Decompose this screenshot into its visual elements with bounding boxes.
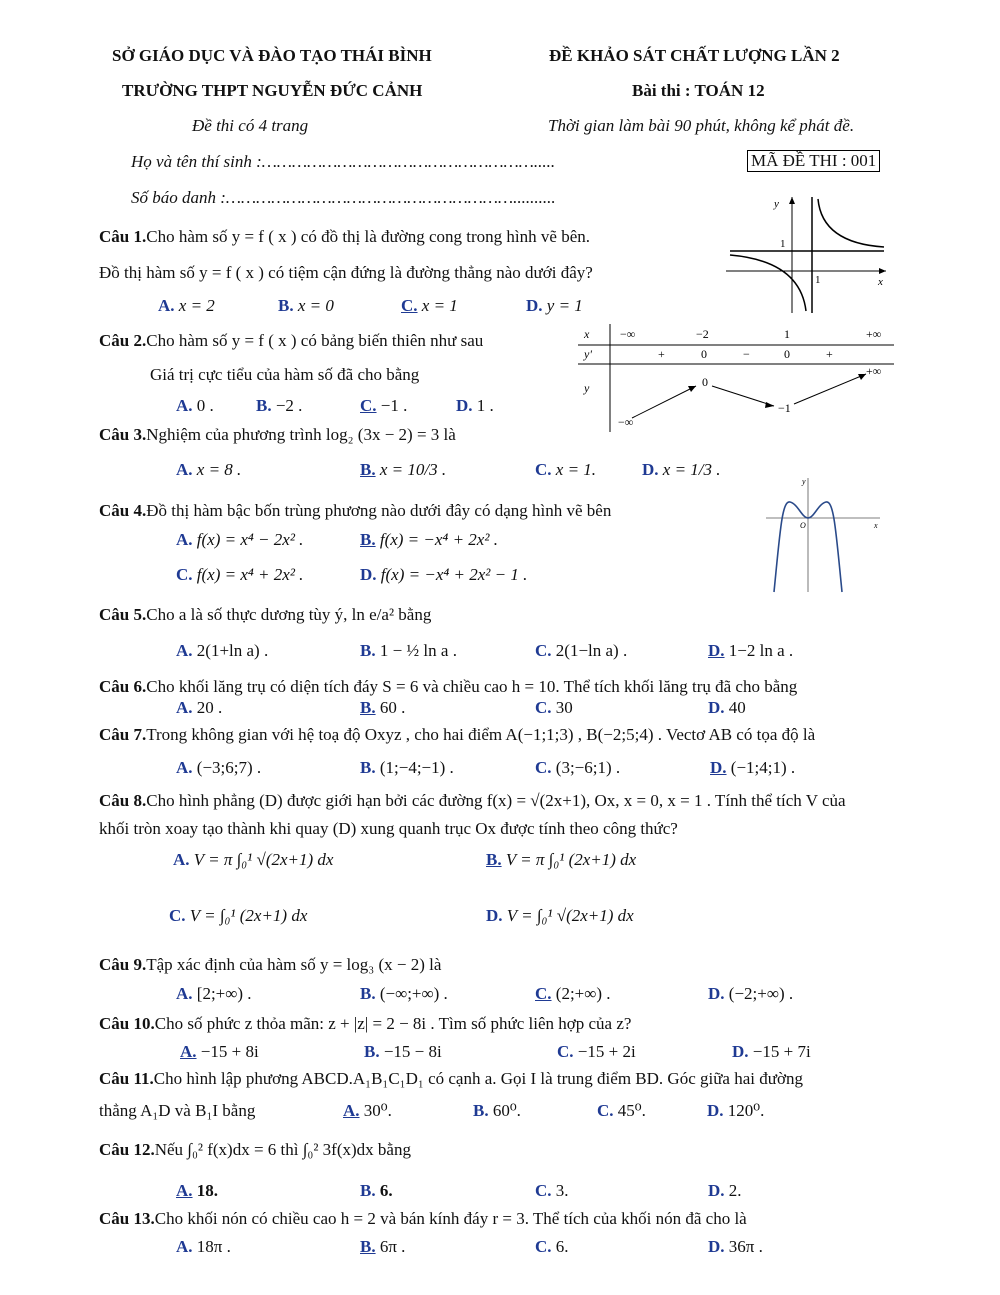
graph-x-label: x <box>878 276 883 288</box>
option-d[interactable]: D. y = 1 <box>526 296 583 315</box>
question-text-2: Giá trị cực tiểu của hàm số đã cho bằng <box>150 365 420 384</box>
question-text-2: Đồ thị hàm số y = f ( x ) có tiệm cận đứng là đường thẳng nào dưới đây? <box>99 263 593 282</box>
option-d[interactable]: D. (−2;+∞) . <box>708 984 794 1003</box>
option-a[interactable]: A. x = 8 . <box>176 460 242 479</box>
question-10: Câu 10.Cho số phức z thỏa mãn: z + |z| = 2 − 8i . Tìm số phức liên hợp của z? <box>99 1014 632 1033</box>
question-5: Câu 5.Cho a là số thực dương tùy ý, ln e/a² bằng <box>99 605 432 624</box>
option-d[interactable]: D. 2. <box>708 1181 742 1200</box>
question-1 <box>99 227 590 247</box>
option-d[interactable]: D. 1−2 ln a . <box>708 641 794 660</box>
option-a[interactable]: A. (−3;6;7) . <box>176 758 262 777</box>
svg-text:O: O <box>800 521 806 530</box>
option-c[interactable]: C. 6. <box>535 1237 569 1256</box>
option-d[interactable]: D. V = ∫₀¹ √(2x+1) dx <box>486 906 634 925</box>
svg-text:y: y <box>584 381 590 395</box>
question-6: Câu 6.Cho khối lăng trụ có diện tích đáy S = 6 và chiều cao h = 10. Thể tích khối lăng trụ đã cho bằng <box>99 677 798 696</box>
pages-note: Đề thi có 4 trang <box>192 116 309 135</box>
name-line: Họ và tên thí sinh :………………………………………………..... <box>131 152 556 171</box>
option-b[interactable]: B. V = π ∫₀¹ (2x+1) dx <box>486 850 637 869</box>
svg-text:0: 0 <box>701 347 707 361</box>
option-a[interactable]: A. [2;+∞) . <box>176 984 252 1003</box>
option-b[interactable]: B. f(x) = −x⁴ + 2x² . <box>360 530 498 549</box>
option-d[interactable]: D. f(x) = −x⁴ + 2x² − 1 . <box>360 565 528 584</box>
question-3: Câu 3.Nghiệm của phương trình log₂ (3x − 2) = 3 là <box>99 425 456 444</box>
svg-text:x: x <box>874 521 878 530</box>
option-d[interactable]: D. 120⁰. <box>707 1101 765 1120</box>
subject: Bài thi : TOÁN 12 <box>632 81 765 100</box>
option-b[interactable]: B. 6π . <box>360 1237 406 1256</box>
svg-text:y: y <box>802 477 806 486</box>
option-d[interactable]: D. −15 + 7i <box>732 1042 811 1061</box>
option-a[interactable]: A. −15 + 8i <box>180 1042 259 1061</box>
option-c[interactable]: C. x = 1. <box>535 460 597 479</box>
option-b[interactable]: B. 1 − ½ ln a . <box>360 641 457 660</box>
option-c[interactable]: C. 30 <box>535 698 573 717</box>
option-b[interactable]: B. −15 − 8i <box>364 1042 442 1061</box>
option-c[interactable]: C. 3. <box>535 1181 569 1200</box>
option-c[interactable]: C. f(x) = x⁴ + 2x² . <box>176 565 304 584</box>
svg-text:0: 0 <box>702 375 708 389</box>
option-a[interactable]: A. 30⁰. <box>343 1101 392 1120</box>
question-text-2: khối tròn xoay tạo thành khi quay (D) xung quanh trục Ox được tính theo công thức? <box>99 819 678 838</box>
question-4: Câu 4.Đồ thị hàm bậc bốn trùng phương nào dưới đây có dạng hình vẽ bên <box>99 501 612 520</box>
option-d[interactable]: D. (−1;4;1) . <box>710 758 796 777</box>
svg-text:1: 1 <box>784 327 790 341</box>
svg-text:+: + <box>826 347 833 361</box>
option-c[interactable]: C. (2;+∞) . <box>535 984 611 1003</box>
svg-text:−2: −2 <box>696 327 709 341</box>
svg-text:−∞: −∞ <box>620 327 636 341</box>
svg-text:0: 0 <box>784 347 790 361</box>
option-b[interactable]: B. (−∞;+∞) . <box>360 984 448 1003</box>
option-b[interactable]: B. 60⁰. <box>473 1101 521 1120</box>
question-text-2: thẳng A₁D và B₁I bằng <box>99 1101 256 1120</box>
graph-y-one: 1 <box>780 238 786 250</box>
sbd-line: Số báo danh :………………………………………………….......... <box>131 188 556 207</box>
option-c[interactable]: C. −1 . <box>360 396 408 415</box>
school-name: TRƯỜNG THPT NGUYỄN ĐỨC CẢNH <box>122 81 423 100</box>
svg-text:x: x <box>584 327 590 341</box>
variation-table <box>578 322 896 434</box>
graph-q1 <box>726 193 890 315</box>
option-a[interactable]: A. f(x) = x⁴ − 2x² . <box>176 530 304 549</box>
option-b[interactable]: B. (1;−4;−1) . <box>360 758 454 777</box>
question-7: Câu 7.Trong không gian với hệ toạ độ Oxyz , cho hai điểm A(−1;1;3) , B(−2;5;4) . Vectơ AB có tọa độ là <box>99 725 816 744</box>
svg-text:−: − <box>743 347 750 361</box>
option-a[interactable]: A. V = π ∫₀¹ √(2x+1) dx <box>173 850 334 869</box>
question-11: Câu 11.Cho hình lập phương ABCD.A₁B₁C₁D₁ có cạnh a. Gọi I là trung điểm BD. Góc giữa hai đường <box>99 1069 803 1088</box>
question-13: Câu 13.Cho khối nón có chiều cao h = 2 và bán kính đáy r = 3. Thể tích của khối nón đã cho là <box>99 1209 747 1228</box>
option-b[interactable]: B. 6. <box>360 1181 393 1200</box>
option-b[interactable]: B. 60 . <box>360 698 406 717</box>
graph-y-label: y <box>774 198 779 210</box>
svg-text:+∞: +∞ <box>866 364 882 378</box>
option-a[interactable]: A. 0 . <box>176 396 214 415</box>
option-d[interactable]: D. 1 . <box>456 396 494 415</box>
option-c[interactable]: C. x = 1 <box>401 296 458 315</box>
option-c[interactable]: C. 2(1−ln a) . <box>535 641 628 660</box>
exam-title: ĐỀ KHẢO SÁT CHẤT LƯỢNG LẦN 2 <box>549 46 840 65</box>
option-c[interactable]: C. V = ∫₀¹ (2x+1) dx <box>169 906 308 925</box>
option-c[interactable]: C. (3;−6;1) . <box>535 758 621 777</box>
option-c[interactable]: C. 45⁰. <box>597 1101 646 1120</box>
svg-text:−1: −1 <box>778 401 791 415</box>
option-a[interactable]: A. 18. <box>176 1181 219 1200</box>
option-b[interactable]: B. x = 0 <box>278 296 334 315</box>
question-9: Câu 9.Tập xác định của hàm số y = log₃ (x − 2) là <box>99 955 442 974</box>
question-text: Cho hàm số y = f ( x ) có đồ thị là đường cong trong hình vẽ bên. <box>146 227 590 246</box>
graph-x-one: 1 <box>815 274 821 286</box>
option-b[interactable]: B. x = 10/3 . <box>360 460 447 479</box>
option-a[interactable]: A. 2(1+ln a) . <box>176 641 269 660</box>
svg-text:+∞: +∞ <box>866 327 882 341</box>
option-a[interactable]: A. x = 2 <box>158 296 215 315</box>
question-8: Câu 8.Cho hình phẳng (D) được giới hạn bởi các đường f(x) = √(2x+1), Ox, x = 0, x = 1 . Tính thể tích V của <box>99 791 846 810</box>
time-note: Thời gian làm bài 90 phút, không kể phát đề. <box>548 116 855 135</box>
dept-name: SỞ GIÁO DỤC VÀ ĐÀO TẠO THÁI BÌNH <box>112 46 432 65</box>
option-a[interactable]: A. 20 . <box>176 698 223 717</box>
option-b[interactable]: B. −2 . <box>256 396 303 415</box>
graph-q4 <box>764 472 882 594</box>
option-c[interactable]: C. −15 + 2i <box>557 1042 636 1061</box>
option-d[interactable]: D. 36π . <box>708 1237 763 1256</box>
question-number: Câu 1. <box>99 227 147 246</box>
option-d[interactable]: D. 40 <box>708 698 746 717</box>
svg-text:−∞: −∞ <box>618 415 634 429</box>
option-d[interactable]: D. x = 1/3 . <box>642 460 721 479</box>
exam-code: MÃ ĐỀ THI : 001 <box>747 150 880 172</box>
svg-text:y': y' <box>584 347 592 361</box>
option-a[interactable]: A. 18π . <box>176 1237 231 1256</box>
svg-text:+: + <box>658 347 665 361</box>
question-2: Câu 2.Cho hàm số y = f ( x ) có bảng biến thiên như sau <box>99 331 484 350</box>
question-12: Câu 12.Nếu ∫₀² f(x)dx = 6 thì ∫₀² 3f(x)dx bằng <box>99 1140 411 1159</box>
